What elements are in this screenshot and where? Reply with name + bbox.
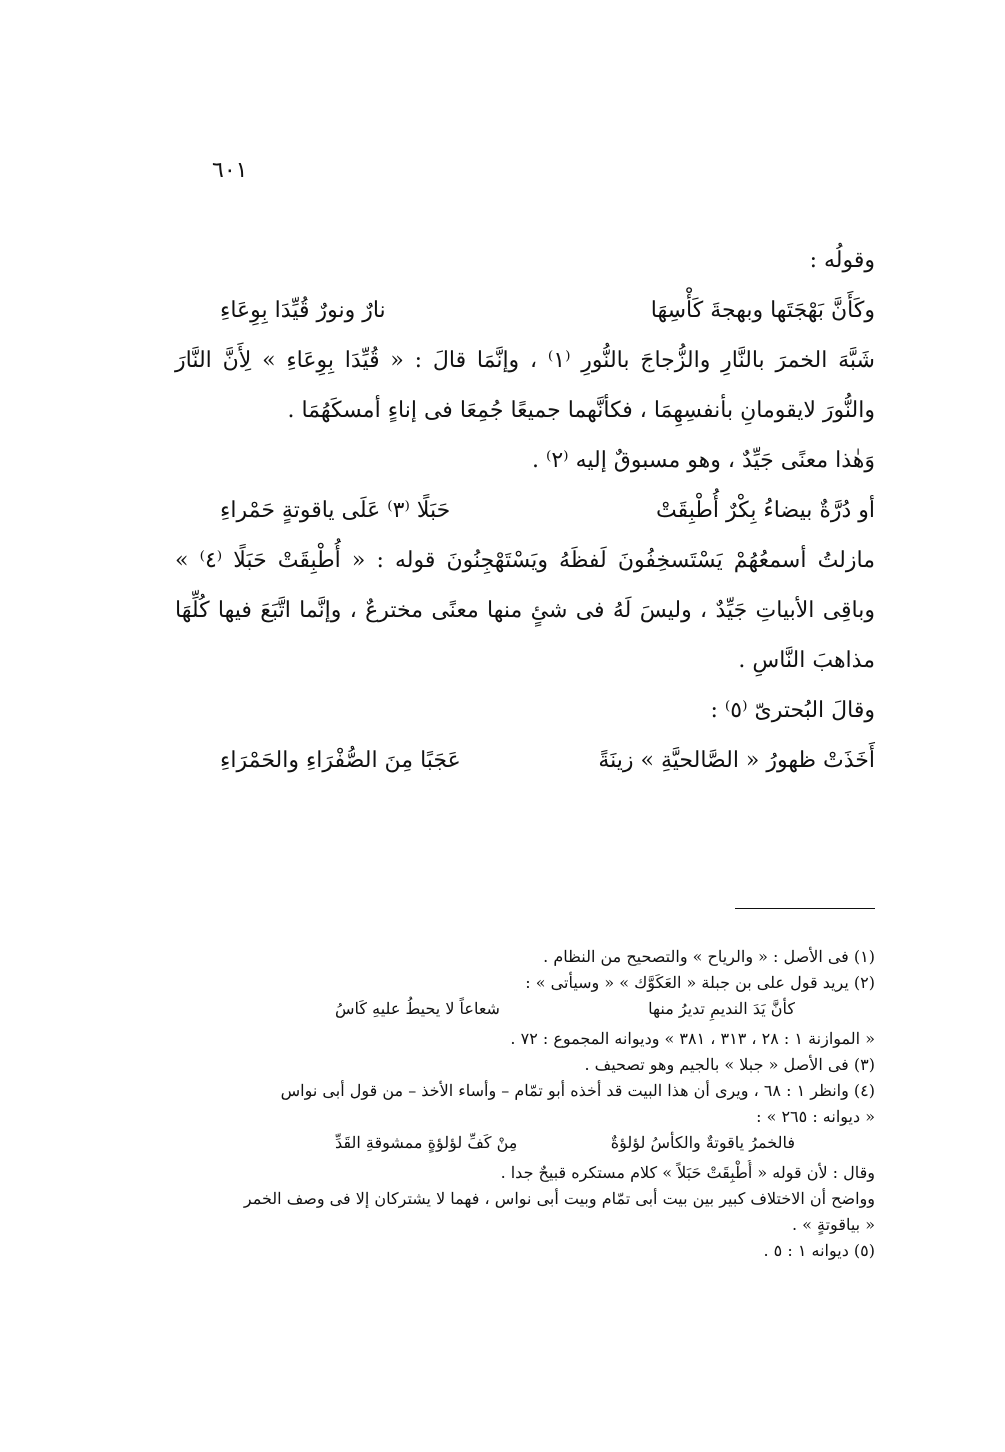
- paragraph-4: وقالَ البُحترىّ ⁽٥⁾ :: [710, 698, 875, 723]
- paragraph-3: مازلتُ أسمعُهُمْ يَسْتَسخِفُونَ لَفظَهُ ويَسْتَهْجِنُونَ قوله : « أُطْبِقَتْ حَبَلًا ⁽٤⁾ » وباقِى الأبياتِ جَيِّدٌ ، وليسَ لَهُ فى شئٍ منها معنًى مخترعٌ ، وإنَّما اتَّبَعَ فيها كُلِّهَا مذاهبَ النَّاسِ .: [175, 548, 875, 673]
- paragraph-1: شَبَّهَ الخمرَ بالنَّارِ والزُّجاجَ بالنُّورِ ⁽١⁾ ، وإنَّمَا قالَ : « قُيِّدَا بِوِعَاءِ » لِأَنَّ النَّارَ والنُّورَ لايقومانِ بأنفسِهِمَا ، فكأنَّهما جميعًا جُمِعَا فى إناءٍ أمسكَهُمَا .: [175, 348, 875, 423]
- footnote-4-verse-first: فالخمرُ ياقوتةٌ والكأسُ لؤلؤةٌ: [610, 1133, 795, 1152]
- verse-3-second-hemistich: عَجَبًا مِنَ الصُّفْرَاءِ والحَمْرَاءِ: [220, 748, 461, 773]
- main-text: [175, 236, 875, 786]
- verse-2-second-hemistich: حَبَلًا ⁽٣⁾ عَلَى ياقوتةٍ حَمْراءِ: [220, 498, 451, 523]
- footnote-4-verse: [175, 1130, 875, 1160]
- footnote-2-verse: [175, 996, 875, 1026]
- footnote-2-reference: « الموازنة ١ : ٢٨ ، ٣١٣ ، ٣٨١ » وديوانه المجموع : ٧٢ .: [510, 1029, 875, 1048]
- paragraph-2: وَهٰذا معنًى جَيِّدٌ ، وهو مسبوقٌ إليه ⁽٢⁾ .: [531, 448, 875, 473]
- page-number: ٦٠١: [212, 158, 248, 183]
- footnote-3: (٣) فى الأصل « جبلا » بالجيم وهو تصحيف .: [584, 1055, 875, 1074]
- footnote-2-verse-second: شعاعاً لا يحيطُ عليهِ كَاسُ: [335, 999, 500, 1018]
- footnote-separator: [735, 908, 875, 909]
- footnote-4-line-4: وواضح أن الاختلاف كبير بين بيت أبى تمّام وبيت أبى نواس ، فهما لا يشتركان إلا فى وصف الخمر: [243, 1189, 875, 1208]
- verse-2: [175, 486, 875, 536]
- verse-1-second-hemistich: نارٌ ونورٌ قُيِّدَا بِوِعَاءِ: [220, 298, 386, 323]
- footnote-5: (٥) ديوانه ١ : ٥ .: [763, 1241, 875, 1260]
- verse-1-first-hemistich: وكَأَنَّ بَهْجَتَها وبهجةَ كَأْسِهَا: [650, 298, 875, 323]
- footnote-2: (٢) يريد قول على بن جبلة « العَكَوَّك » « وسيأتى » :: [525, 973, 875, 992]
- footnote-4-line-5: « بياقوتةٍ » .: [791, 1215, 875, 1234]
- footnote-4-line-1: (٤) وانظر ١ : ٦٨ ، ويرى أن هذا البيت قد أخذه أبو تمّام – وأساء الأخذ – من قول أبى نواس: [280, 1081, 875, 1100]
- footnotes: [175, 944, 875, 1264]
- intro-line: وقولُه :: [809, 248, 875, 273]
- footnote-2-verse-first: كأنَّ يَدَ النديمِ تديرُ منها: [648, 999, 795, 1018]
- verse-3-first-hemistich: أَخَذَتْ ظهورُ « الصَّالحيَّةِ » زينَةً: [598, 748, 875, 773]
- footnote-4-line-3: وقال : لأن قوله « أُطْبِقَتْ حَبَلاً » كلام مستكره قبيحٌ جدا .: [500, 1163, 875, 1182]
- footnote-4-verse-second: مِنْ كَفِّ لؤلؤةٍ ممشوقةِ القَدِّ: [335, 1133, 518, 1152]
- footnote-4-line-2: « ديوانه : ٢٦٥ » :: [756, 1107, 875, 1126]
- verse-3: [175, 736, 875, 786]
- footnote-1: (١) فى الأصل : « والرياح » والتصحيح من النظام .: [543, 947, 875, 966]
- verse-2-first-hemistich: أو دُرَّةٌ بيضاءُ بِكْرٌ أُطْبِقَتْ: [656, 498, 875, 523]
- verse-1: [175, 286, 875, 336]
